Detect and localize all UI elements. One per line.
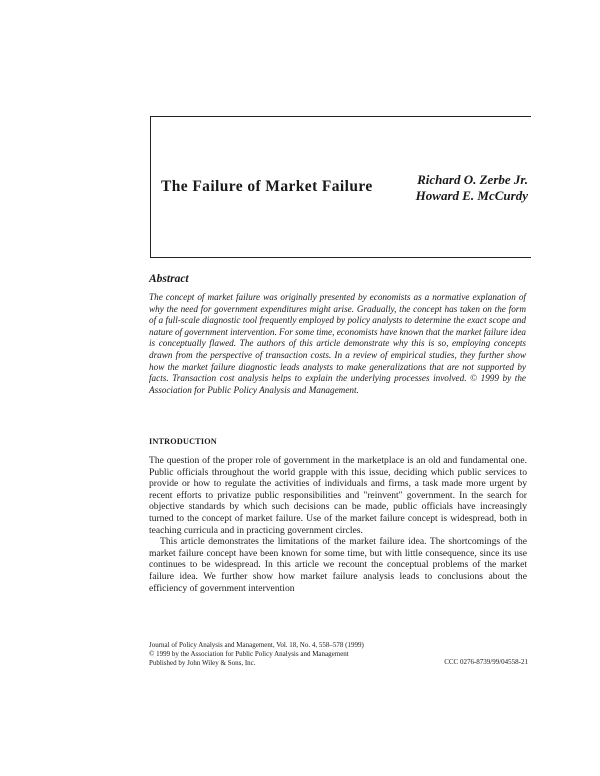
body-paragraph: This article demonstrates the limitations of the market failure idea. The shortcomings of the market failure concept have been known for some time, but with little consequence, since its use continues to be widespread. In this article we recount the conceptual problems of the market failure idea. We further show how market failure analysis leads to conclusions about the efficiency of government intervention [149,536,527,594]
article-title: The Failure of Market Failure [161,178,373,195]
publisher-line: Published by John Wiley & Sons, Inc. [149,658,256,667]
introduction-body [149,455,527,594]
body-paragraph: The question of the proper role of government in the marketplace is an old and fundamental one. Public officials throughout the world grapple with this issue, deciding which public services to provide or how to regulate the activities of individuals and firms, a task made more urgent by recent efforts to privatize public responsibilities and "reinvent" government. In the search for objective standards by which such decisions can be made, public officials have increasingly turned to the concept of market failure. Use of the market failure concept is widespread, both in teaching curricula and in practicing government circles. [149,455,527,536]
author-list [416,172,528,204]
abstract-heading: Abstract [149,273,189,285]
author-name: Richard O. Zerbe Jr. [417,172,528,187]
copyright-notice: © 1999 by the Association for Public Policy Analysis and Management [149,649,349,658]
journal-footer [149,641,364,667]
author-name: Howard E. McCurdy [415,188,528,203]
section-heading-introduction: INTRODUCTION [149,437,217,446]
journal-citation: Journal of Policy Analysis and Management, Vol. 18, No. 4, 558–578 (1999) [149,641,364,649]
abstract-text: The concept of market failure was originally presented by economists as a normative explanation of why the need for government expenditures might arise. Gradually, the concept has taken on the form of a full-scale diagnostic tool frequently employed by policy analysts to determine the exact scope and nature of government intervention. For some time, economists have known that the market failure idea is conceptually flawed. The authors of this article demonstrate why this is so, employing concepts drawn from the perspective of transaction costs. In a review of empirical studies, they further show how the market failure diagnostic leads analysts to make generalizations that are not supported by facts. Transaction cost analysis helps to explain the underlying processes involved. © 1999 by the Association for Public Policy Analysis and Management. [149,292,526,395]
ccc-code: CCC 0276-8739/99/04558-21 [444,658,528,666]
